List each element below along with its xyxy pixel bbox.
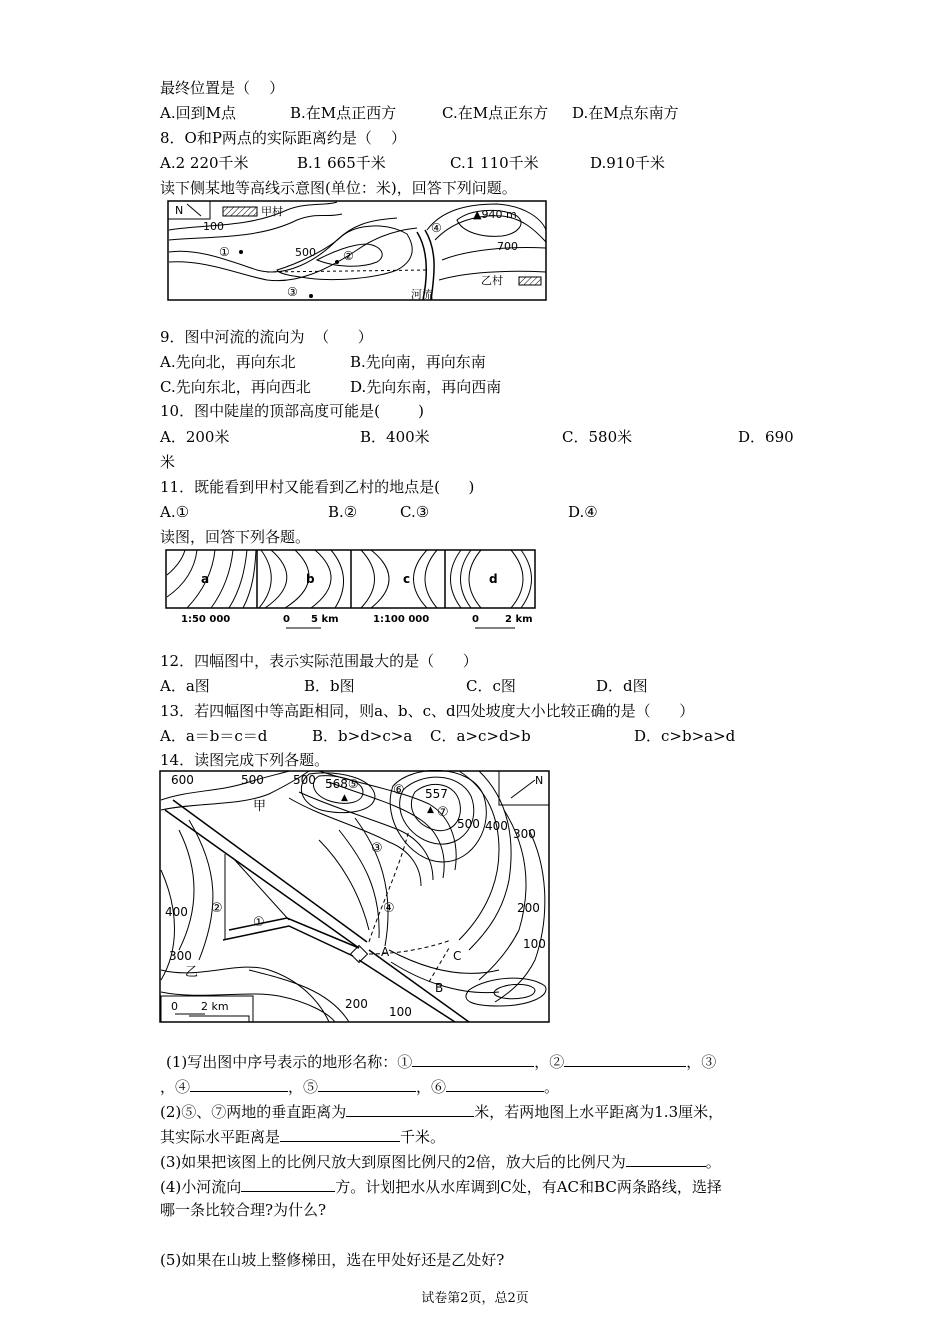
- contour-300-b: 300: [169, 949, 192, 963]
- answer-blank-2[interactable]: [564, 1050, 686, 1067]
- sub1-text-4: ，④: [160, 1078, 191, 1096]
- contour-100-b: 100: [389, 1005, 412, 1019]
- sub4-line2: 哪一条比较合理?为什么?: [160, 1201, 327, 1219]
- q7-option-d: D.在M点东南方: [572, 104, 679, 122]
- answer-blank-direction[interactable]: [241, 1175, 335, 1192]
- peak-568-icon: ▲: [341, 793, 348, 803]
- q14-stem: 14．读图完成下列各题。: [160, 751, 330, 769]
- q11-option-b: B.②: [328, 503, 358, 521]
- q9-option-b: B.先向南，再向东南: [350, 353, 486, 371]
- sub4-text-1: (4)小河流向: [160, 1178, 242, 1196]
- q10-option-d: D．690: [738, 428, 794, 446]
- point-7-label: ⑦: [437, 805, 449, 820]
- sub1-text-5: ，⑤: [288, 1078, 319, 1096]
- contour-500-label: 500: [295, 246, 316, 259]
- answer-blank-4[interactable]: [190, 1075, 288, 1092]
- sub4-line1: [160, 1175, 722, 1197]
- q8-option-b: B.1 665千米: [297, 154, 386, 172]
- point-2-label: ②: [211, 901, 223, 916]
- q12-stem: 12．四幅图中，表示实际范围最大的是（ ）: [160, 652, 478, 670]
- point-3-label: ③: [371, 841, 383, 856]
- sub1-line2: [160, 1075, 559, 1097]
- point-4-label: ④: [383, 901, 395, 916]
- q8-stem: 8．O和P两点的实际距离约是（ ）: [160, 129, 407, 147]
- answer-blank-6[interactable]: [446, 1075, 544, 1092]
- q11-option-c: C.③: [400, 503, 430, 521]
- point-B-label: B: [435, 981, 444, 995]
- answer-blank-distance[interactable]: [280, 1125, 400, 1142]
- scale-label: 2 km: [201, 1000, 229, 1013]
- q12-option-d: D．d图: [596, 677, 648, 695]
- q13-option-c: C．a>c>d>b: [430, 727, 531, 745]
- q13-stem: 13．若四幅图中等高距相同，则a、b、c、d四处坡度大小比较正确的是（ ）: [160, 702, 695, 720]
- sub2-line1: [160, 1100, 723, 1122]
- q10-stem: 10．图中陡崖的顶部高度可能是( ): [160, 402, 424, 420]
- sub1-text-6: ，⑥: [416, 1078, 447, 1096]
- answer-blank-scale[interactable]: [626, 1150, 706, 1167]
- map-a-label: a: [201, 572, 210, 586]
- point-1-label: ①: [253, 915, 265, 930]
- sub1-text-3: ，③: [686, 1053, 717, 1071]
- answer-blank-1[interactable]: [412, 1050, 534, 1067]
- q8-option-c: C.1 110千米: [450, 154, 539, 172]
- q8-option-d: D.910千米: [590, 154, 665, 172]
- answer-blank-5[interactable]: [318, 1075, 416, 1092]
- contour-500-a: 500: [241, 773, 264, 787]
- contour-600: 600: [171, 773, 194, 787]
- q11-stem: 11．既能看到甲村又能看到乙村的地点是( ): [160, 478, 475, 496]
- sub2-text-1: (2)⑤、⑦两地的垂直距离为: [160, 1103, 347, 1121]
- sub3-text-1: (3)如果把该图上的比例尺放大到原图比例尺的2倍，放大后的比例尺为: [160, 1153, 626, 1171]
- point-4-label: ④: [431, 221, 442, 235]
- north-label: N: [535, 774, 544, 787]
- contour-500-c: 500: [457, 817, 480, 831]
- sub2-text-3: 其实际水平距离是: [160, 1128, 281, 1146]
- topographic-map-3: [159, 770, 551, 1025]
- point-1-label: ①: [219, 245, 230, 259]
- sub3-line: [160, 1150, 721, 1172]
- point-A-label: A: [381, 945, 390, 959]
- scale-b-label: 5 km: [311, 614, 339, 625]
- sub5-line: (5)如果在山坡上整修梯田，选在甲处好还是乙处好?: [160, 1251, 505, 1269]
- contour-400-a: 400: [485, 819, 508, 833]
- sub2-text-2: 米，若两地图上水平距离为1.3厘米，: [474, 1103, 724, 1121]
- q8-option-a: A.2 220千米: [160, 154, 249, 172]
- peak-557-label: 557: [425, 787, 448, 801]
- q11-option-a: A.①: [160, 503, 190, 521]
- intro-four-maps: 读图，回答下列各题。: [160, 528, 311, 546]
- contour-500-b: 500: [293, 773, 316, 787]
- contour-200-b: 200: [345, 997, 368, 1011]
- scale-a-label: 1:50 000: [181, 614, 231, 625]
- q10-option-b: B．400米: [360, 428, 430, 446]
- sub1-text-1: (1)写出图中序号表示的地形名称：①: [166, 1053, 413, 1071]
- intro-contour-map: 读下侧某地等高线示意图(单位：米)，回答下列问题。: [160, 179, 517, 197]
- q9-stem: 9．图中河流的流向为 （ ）: [160, 328, 373, 346]
- contour-300-a: 300: [513, 827, 536, 841]
- q12-option-b: B．b图: [304, 677, 355, 695]
- point-2-label: ②: [343, 249, 354, 263]
- river-label: 河流: [411, 288, 433, 301]
- q9-option-d: D.先向东南，再向西南: [350, 378, 502, 396]
- scale-b-zero: 0: [283, 614, 290, 625]
- q12-option-a: A．a图: [160, 677, 210, 695]
- contour-200-a: 200: [517, 901, 540, 915]
- q13-option-b: B．b>d>c>a: [312, 727, 413, 745]
- north-label: N: [175, 204, 184, 217]
- q7-option-a: A.回到M点: [160, 104, 236, 122]
- q10-option-d-unit: 米: [160, 453, 176, 471]
- sub4-text-2: 方。计划把水从水库调到C处，有AC和BC两条路线，选择: [335, 1178, 722, 1196]
- village-jia-label: 甲村: [261, 205, 283, 218]
- village-yi-label: 乙村: [481, 274, 503, 287]
- jia-label: 甲: [253, 799, 267, 814]
- contour-700-label: 700: [497, 240, 518, 253]
- contour-400-b: 400: [165, 905, 188, 919]
- sub2-text-4: 千米。: [400, 1128, 446, 1146]
- scale-d-label: 2 km: [505, 614, 533, 625]
- peak-557-icon: ▲: [427, 805, 434, 815]
- q7-stem-tail: 最终位置是（ ）: [160, 79, 285, 97]
- page-footer: 试卷第2页，总2页: [421, 1291, 529, 1306]
- sub2-line2: [160, 1125, 445, 1147]
- scale-zero: 0: [171, 1000, 178, 1013]
- q13-option-d: D．c>b>a>d: [634, 727, 736, 745]
- q9-option-a: A.先向北，再向东北: [160, 353, 296, 371]
- yi-label: 乙: [185, 965, 199, 980]
- scale-c-label: 1:100 000: [373, 614, 430, 625]
- sub1-text-2: ，②: [534, 1053, 565, 1071]
- point-6-label: ⑥: [393, 783, 405, 798]
- contour-map-1: [167, 200, 547, 302]
- four-contour-maps: [165, 549, 537, 631]
- peak-568-label: 568⑤: [325, 777, 359, 791]
- q7-option-c: C.在M点正东方: [442, 104, 549, 122]
- q12-option-c: C．c图: [466, 677, 516, 695]
- contour-100-a: 100: [523, 937, 546, 951]
- answer-blank-height[interactable]: [346, 1100, 474, 1117]
- q9-option-c: C.先向东北，再向西北: [160, 378, 311, 396]
- peak-940-label: ▲940 m: [473, 208, 517, 221]
- q11-option-d: D.④: [568, 503, 598, 521]
- q7-option-b: B.在M点正西方: [290, 104, 397, 122]
- contour-100-label: 100: [203, 220, 224, 233]
- q10-option-c: C．580米: [562, 428, 633, 446]
- q10-option-a: A．200米: [160, 428, 230, 446]
- map-d-label: d: [489, 572, 498, 586]
- point-C-label: C: [453, 949, 462, 963]
- point-3-label: ③: [287, 285, 298, 299]
- map-b-label: b: [306, 572, 315, 586]
- sub3-text-2: 。: [705, 1153, 721, 1171]
- sub1-text-7: 。: [544, 1078, 560, 1096]
- map-c-label: c: [403, 572, 411, 586]
- q13-option-a: A．a＝b＝c＝d: [160, 727, 268, 745]
- sub1-line1: [166, 1050, 716, 1072]
- scale-d-zero: 0: [472, 614, 479, 625]
